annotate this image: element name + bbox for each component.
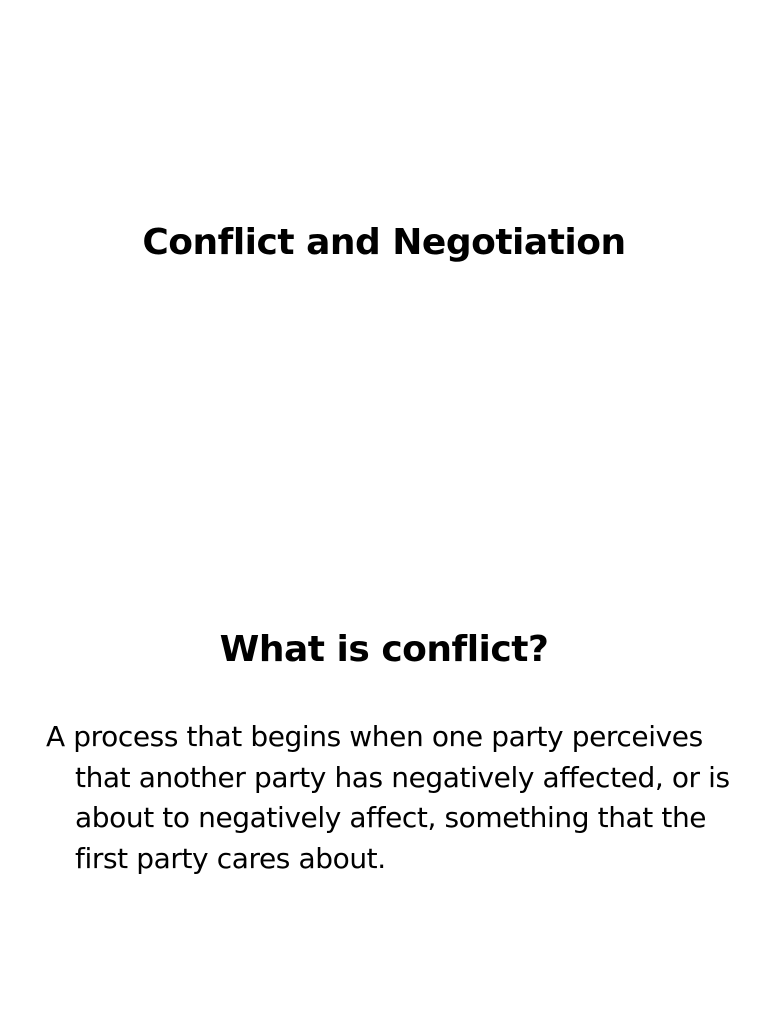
slide-heading: What is conflict? bbox=[219, 629, 549, 670]
definition-paragraph: A process that begins when one party perceives that another party has negatively affected, or is about to negatively affect, something that the first party cares about. bbox=[46, 720, 730, 875]
slide-title: Conflict and Negotiation bbox=[142, 222, 626, 263]
slide-definition bbox=[0, 512, 768, 1024]
